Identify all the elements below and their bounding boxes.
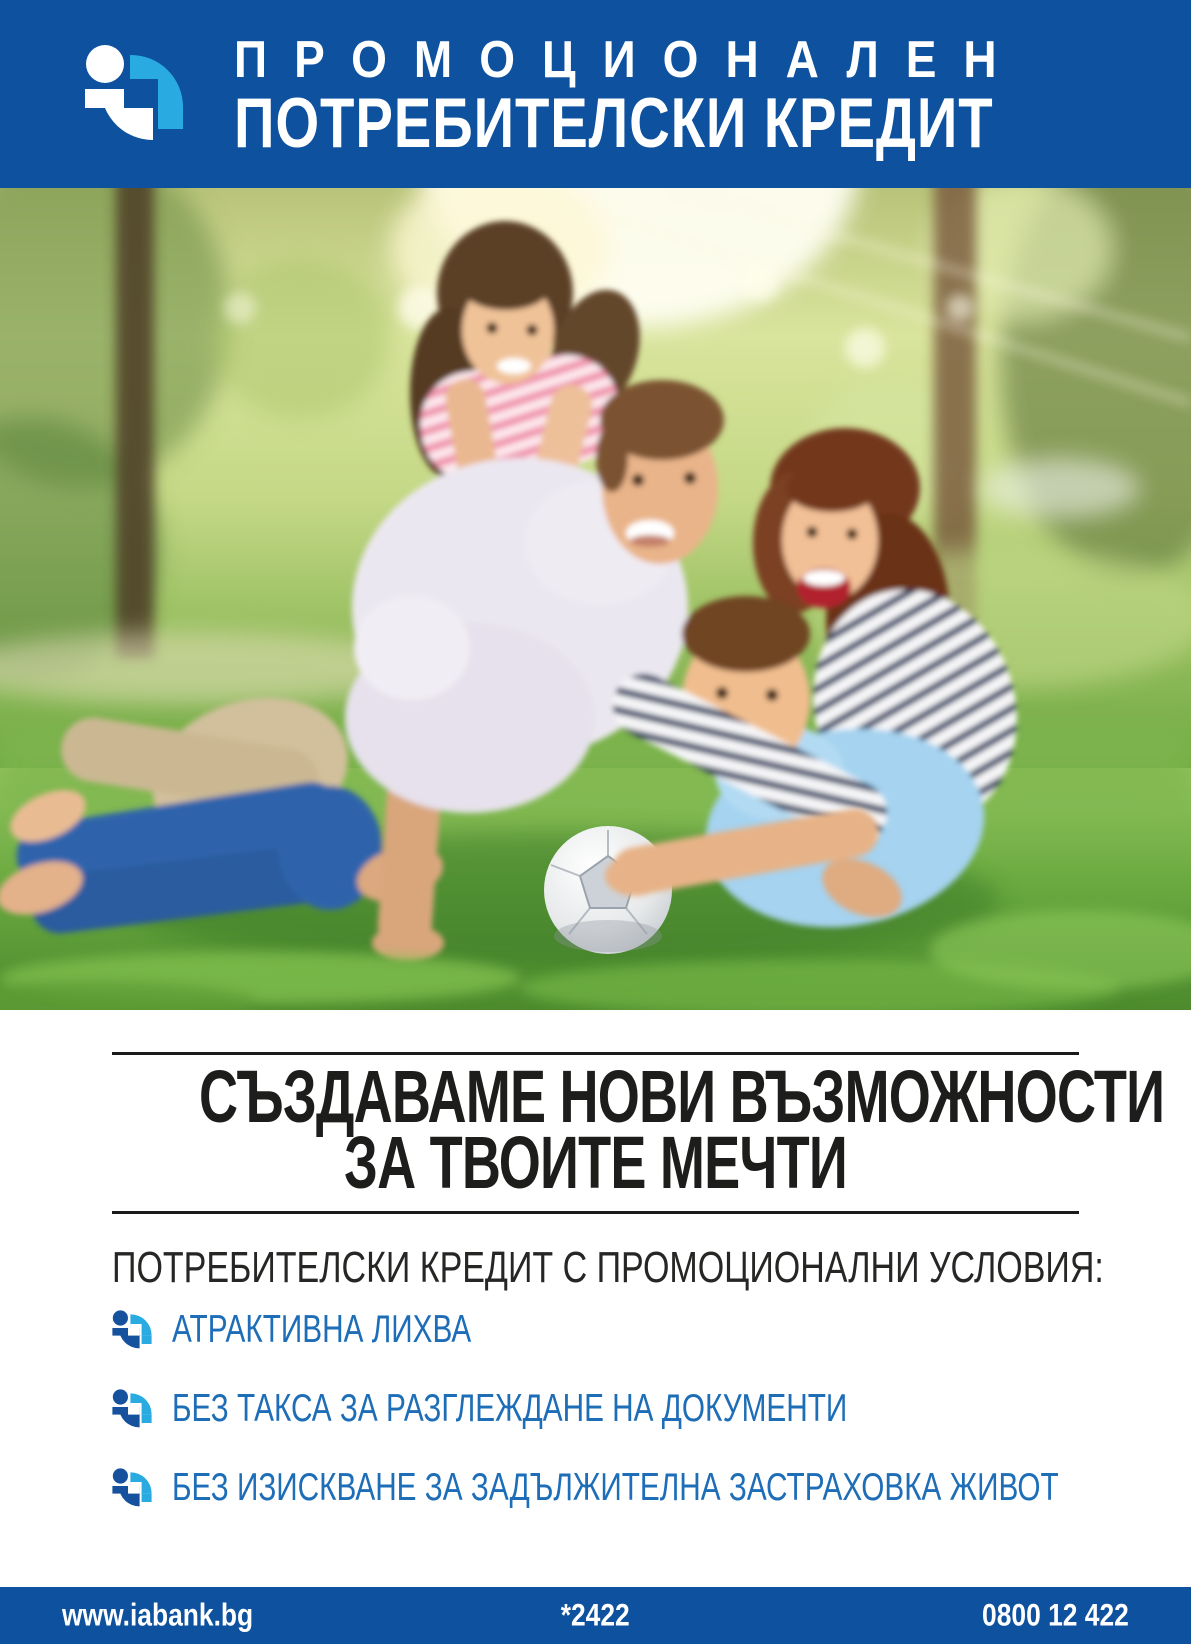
footer-short-code: *2422	[560, 1597, 630, 1633]
bullet-list	[112, 1307, 1079, 1509]
divider-bottom	[112, 1211, 1079, 1214]
footer	[0, 1587, 1191, 1644]
main-content	[0, 1010, 1191, 1547]
bullet-item-3	[112, 1465, 1079, 1509]
header	[0, 0, 1191, 188]
bullet-item-1	[112, 1307, 1079, 1351]
header-title-line2-text: ПОТРЕБИТЕЛСКИ КРЕДИТ	[234, 82, 994, 162]
header-title-line1	[234, 30, 1097, 89]
iabank-logo-icon	[84, 41, 184, 147]
subheading	[112, 1243, 1104, 1292]
headline-line1: СЪЗДАВАМЕ НОВИ ВЪЗМОЖНОСТИ	[199, 1054, 1165, 1138]
hero-photo	[0, 188, 1191, 1010]
footer-website: www.iabank.bg	[62, 1597, 254, 1633]
headline-line2: ЗА ТВОИТЕ МЕЧТИ	[344, 1120, 847, 1204]
header-title-line1-text: ПРОМОЦИОНАЛЕН	[234, 30, 1024, 89]
headline	[112, 1054, 1165, 1204]
iabank-bullet-icon	[112, 1468, 152, 1508]
header-title-line2	[234, 82, 1097, 162]
footer-phone: 0800 12 422	[982, 1597, 1129, 1633]
bullet-label-3: БЕЗ ИЗИСКВАНЕ ЗА ЗАДЪЛЖИТЕЛНА ЗАСТРАХОВКА ЖИВОТ	[172, 1465, 1059, 1509]
header-titles	[234, 30, 1097, 162]
family-photo-illustration	[0, 188, 1191, 1010]
bullet-item-2	[112, 1386, 1079, 1430]
bullet-label-1: АТРАКТИВНА ЛИХВА	[172, 1307, 472, 1351]
iabank-bullet-icon	[112, 1389, 152, 1429]
subheading-text: ПОТРЕБИТЕЛСКИ КРЕДИТ С ПРОМОЦИОНАЛНИ УСЛОВИЯ:	[112, 1243, 1104, 1292]
iabank-bullet-icon	[112, 1310, 152, 1350]
bullet-label-2: БЕЗ ТАКСА ЗА РАЗГЛЕЖДАНЕ НА ДОКУМЕНТИ	[172, 1386, 848, 1430]
